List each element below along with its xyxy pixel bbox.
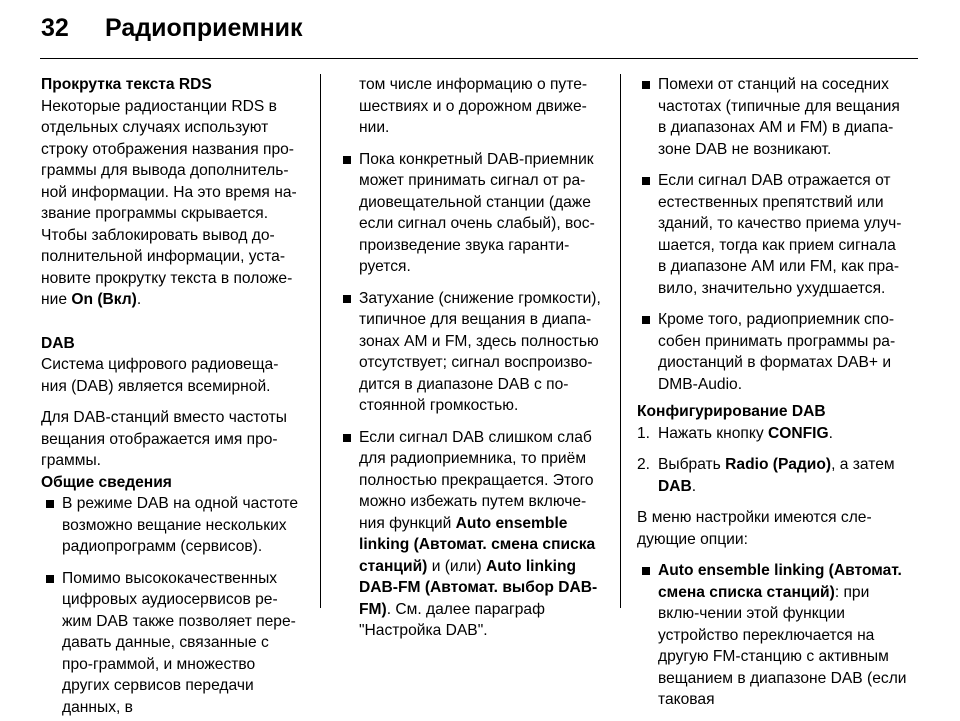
dab-option-name: DAB <box>658 477 692 495</box>
list-item <box>637 170 907 299</box>
rds-paragraph <box>41 96 303 311</box>
list-item <box>338 288 604 417</box>
step-end: . <box>828 424 833 442</box>
list-item <box>41 493 303 558</box>
bullet-square-icon <box>642 177 650 185</box>
bullet-text: том числе информацию о путе-шествиях и о дорожном движе-нии. <box>359 76 588 136</box>
bullet-square-icon <box>46 575 54 583</box>
bullet-text-mid: и (или) <box>427 557 486 575</box>
menu-paragraph: В меню настройки имеются сле-дующие опции: <box>637 509 872 548</box>
column-divider-right <box>620 74 621 608</box>
list-item <box>41 568 303 719</box>
step-mid: , а затем <box>831 456 895 473</box>
step-item <box>637 454 907 497</box>
bullet-text-end: . См. далее параграф "Настройка DAB". <box>359 600 545 639</box>
config-steps <box>637 423 907 498</box>
option-text: : при вклю-чении этой функции устройство переключается на другую FM-станцию с активным вещанием в диапазоне DAB (если таковая <box>658 583 907 708</box>
bullet-square-icon <box>46 500 54 508</box>
general-heading: Общие сведения <box>41 473 172 491</box>
column-right <box>637 74 907 721</box>
list-item <box>637 309 907 395</box>
header-rule <box>40 58 918 59</box>
column-left <box>41 74 303 718</box>
step-number: 2. <box>637 456 651 473</box>
rds-end: . <box>136 291 142 308</box>
option-name: Auto ensemble linking (Автомат. смена списка станций) <box>658 562 902 601</box>
column-divider-left <box>320 74 321 608</box>
function-name-dab-fm: Auto linking DAB-FM (Автомат. выбор DAB-FM) <box>359 557 598 618</box>
list-item <box>338 427 604 642</box>
page-header <box>0 0 960 62</box>
list-item-continued <box>338 74 604 139</box>
options-list <box>637 560 907 711</box>
list-item <box>637 74 907 160</box>
bullet-text: Если сигнал DAB слишком слаб для радиоприемника, то приём полностью прекращается. Этого можно избежать путем включе-ния функций <box>359 428 594 532</box>
rds-heading: Прокрутка текста RDS <box>41 76 212 93</box>
bullet-square-icon <box>642 316 650 324</box>
bullet-square-icon <box>642 567 650 575</box>
bullet-square-icon <box>343 295 351 303</box>
step-item <box>637 423 907 445</box>
bullet-square-icon <box>642 81 650 89</box>
list-item <box>637 560 907 711</box>
column-middle <box>338 74 604 652</box>
step-text: Нажать кнопку <box>658 424 768 442</box>
bullet-square-icon <box>343 156 351 164</box>
step-end: . <box>691 477 697 495</box>
radio-option-name: Radio (Радио) <box>725 456 832 473</box>
bullet-text: Помимо высококачественных цифровых аудиосервисов ре-жим DAB также позволяет пере-давать данные, связанные с про-граммой, и множество других сервисов передачи данных, в <box>62 569 296 716</box>
dab-paragraph-1: Система цифрового радиовеща-ния (DAB) является всемирной. <box>41 356 279 395</box>
bullet-square-icon <box>343 434 351 442</box>
config-heading: Конфигурирование DAB <box>637 403 826 420</box>
page-title: Радиоприемник <box>105 14 303 42</box>
list-item <box>338 149 604 278</box>
rds-on-value: On (Вкл) <box>71 291 137 308</box>
bullet-text: Если сигнал DAB отражается от естественных препятствий или зданий, то качество приема улуч-шается, тогда как прием сигнала в диапазоне AM или FM, как пра-вило, значительно ухудшается. <box>658 172 902 297</box>
bullet-text: Пока конкретный DAB-приемник может принимать сигнал от ра-диовещательной станции (даже если сигнал очень слабый), вос-произведение звука гаранти-руется. <box>359 150 595 275</box>
rds-text: Некоторые радиостанции RDS в отдельных случаях используют строку отображения названия про-граммы для вывода дополнитель-ной информации. На это время на-звание программы скрывается. Чтобы заблокировать вывод до-полнительной информации, уста-новите прокрутку текста в положе-ние <box>41 97 297 308</box>
dab-paragraph-2: Для DAB-станций вместо частоты вещания отображается имя про-граммы. <box>41 409 287 469</box>
dab-heading: DAB <box>41 334 75 352</box>
function-name-ensemble: Auto ensemble linking (Автомат. смена списка станций) <box>359 514 596 575</box>
bullet-text: Затухание (снижение громкости), типичное для вещания в диапа-зонах AM и FM, здесь полностью отсутствует; сигнал воспроизво-дится в диапазоне DAB с по-стоянной громкостью. <box>359 289 601 414</box>
bullet-text: Помехи от станций на соседних частотах (типичные для вещания в диапазонах AM и FM) в диапа-зоне DAB не возникают. <box>658 76 900 158</box>
general-bullet-list <box>41 493 303 718</box>
bullet-text: Кроме того, радиоприемник спо-собен принимать программы ра-диостанций в форматах DAB+ и DMB-Audio. <box>658 311 896 393</box>
page-number: 32 <box>41 14 69 42</box>
config-button-name: CONFIG <box>767 424 829 442</box>
step-text: Выбрать <box>658 456 726 473</box>
middle-bullet-list <box>338 74 604 642</box>
bullet-text: В режиме DAB на одной частоте возможно вещание нескольких радиопрограмм (сервисов). <box>62 495 299 555</box>
step-number: 1. <box>637 424 651 442</box>
right-bullet-list <box>637 74 907 395</box>
